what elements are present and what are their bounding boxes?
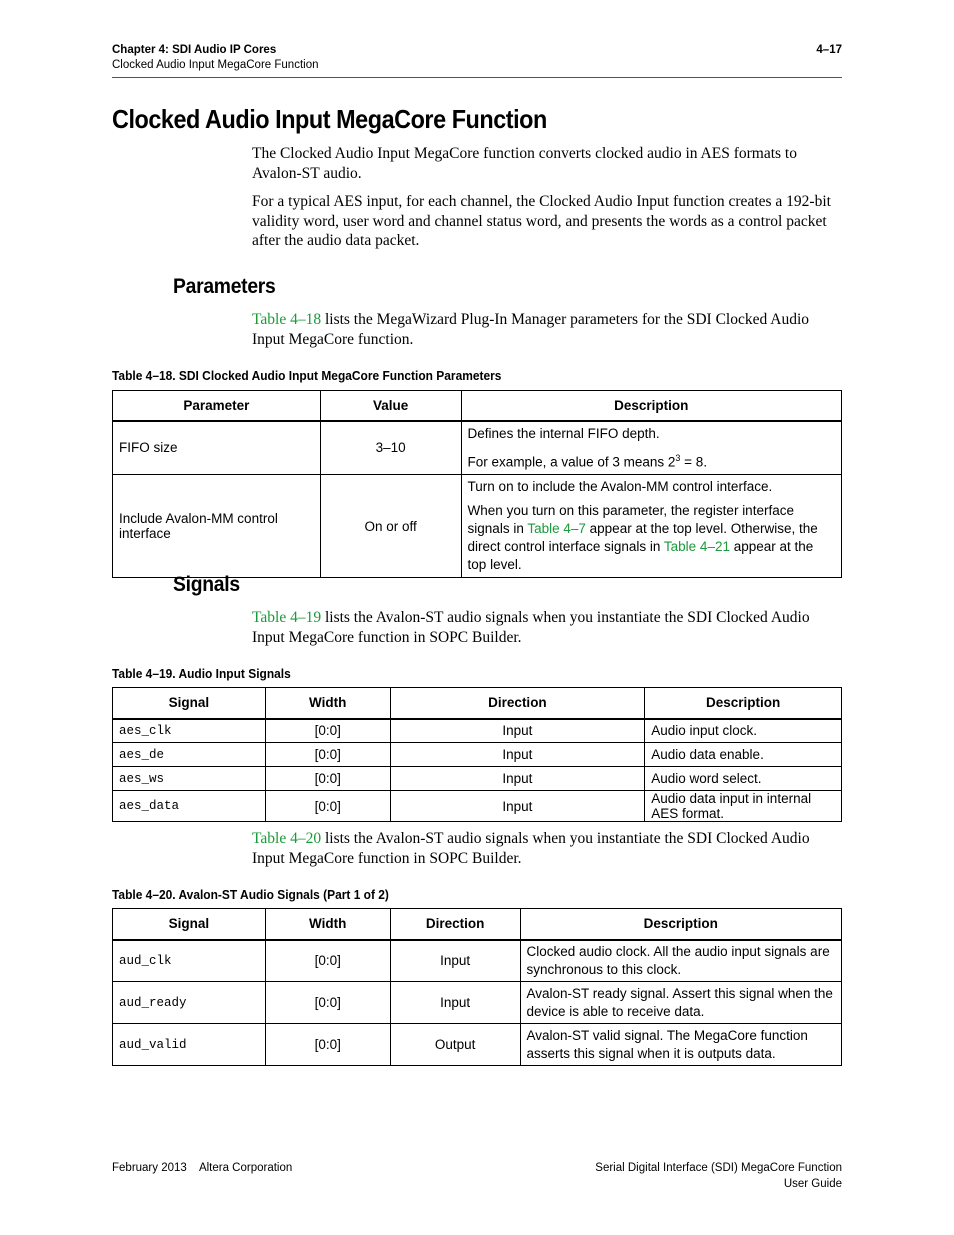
description-text: appear at the top level. Otherwise, the direct control interface signals in	[467, 521, 818, 554]
parameters-intro	[252, 310, 842, 349]
signals-intro-2	[252, 829, 842, 868]
value-cell: On or off	[320, 475, 461, 578]
column-header: Signal	[113, 909, 266, 940]
table-4-18-link[interactable]: Table 4–18	[252, 311, 322, 328]
footer-doc-title: Serial Digital Interface (SDI) MegaCore Function	[595, 1162, 842, 1174]
direction-cell: Input	[390, 719, 645, 743]
direction-cell: Input	[390, 743, 645, 767]
width-cell: [0:0]	[265, 743, 390, 767]
width-cell: [0:0]	[265, 719, 390, 743]
direction-cell: Input	[390, 982, 520, 1024]
table-row	[113, 940, 842, 982]
width-cell: [0:0]	[265, 1024, 390, 1066]
table-4-19-caption: Table 4–19. Audio Input Signals	[112, 666, 291, 681]
direction-cell: Output	[390, 1024, 520, 1066]
column-header: Direction	[390, 688, 645, 719]
header-rule	[112, 77, 842, 78]
signals-intro-2-text: lists the Avalon-ST audio signals when you instantiate the SDI Clocked Audio Input MegaCore function in SOPC Builder.	[252, 830, 810, 867]
page-number: 4–17	[816, 44, 842, 56]
chapter-title: Chapter 4: SDI Audio IP Cores	[112, 44, 277, 56]
footer-left: February 2013 Altera Corporation	[112, 1162, 293, 1174]
table-4-20-caption: Table 4–20. Avalon-ST Audio Signals (Part 1 of 2)	[112, 887, 389, 902]
footer-doc-type: User Guide	[783, 1178, 842, 1190]
section-paragraph-1: The Clocked Audio Input MegaCore function converts clocked audio in AES formats to Avalon-ST audio.	[252, 145, 797, 182]
direction-cell: Input	[390, 940, 520, 982]
description-cell: Avalon-ST ready signal. Assert this signal when the device is able to receive data.	[520, 982, 841, 1024]
description-line	[468, 502, 835, 574]
description-line: Defines the internal FIFO depth.	[467, 425, 660, 441]
table-row	[113, 421, 842, 475]
column-header: Value	[320, 391, 461, 421]
table-row	[113, 1024, 842, 1066]
header-subtitle: Clocked Audio Input MegaCore Function	[112, 59, 319, 71]
table-4-18-caption: Table 4–18. SDI Clocked Audio Input MegaCore Function Parameters	[112, 368, 502, 383]
column-header: Parameter	[113, 391, 321, 421]
table-4-21-link[interactable]: Table 4–21	[663, 539, 730, 554]
table-4-20-link[interactable]: Table 4–20	[252, 830, 322, 847]
description-cell: Audio data input in internal AES format.	[645, 791, 842, 822]
table-4-19-link[interactable]: Table 4–19	[252, 609, 322, 626]
table-row	[113, 791, 842, 822]
signal-cell: aes_data	[113, 791, 266, 822]
direction-cell: Input	[390, 767, 645, 791]
description-text: = 8.	[680, 454, 708, 469]
table-row	[113, 982, 842, 1024]
width-cell: [0:0]	[265, 982, 390, 1024]
footer-right	[595, 1160, 842, 1192]
description-cell: Audio word select.	[645, 767, 842, 791]
width-cell: [0:0]	[265, 791, 390, 822]
parameters-intro-text: lists the MegaWizard Plug-In Manager parameters for the SDI Clocked Audio Input MegaCore function.	[252, 311, 810, 348]
table-row	[113, 475, 842, 578]
description-cell: Clocked audio clock. All the audio input signals are synchronous to this clock.	[520, 940, 841, 982]
description-text: When you turn on this parameter, the register interface signals in	[467, 503, 794, 536]
description-cell	[461, 475, 841, 578]
description-text: appear at the top level.	[467, 539, 814, 572]
direction-cell: Input	[390, 791, 645, 822]
description-cell: Audio input clock.	[645, 719, 842, 743]
description-text: For example, a value of 3 means 2	[467, 454, 676, 469]
parameters-heading: Parameters	[173, 275, 276, 298]
signal-cell: aes_de	[113, 743, 266, 767]
running-header	[112, 43, 318, 73]
signals-intro-1-text: lists the Avalon-ST audio signals when you instantiate the SDI Clocked Audio Input MegaCore function in SOPC Builder.	[252, 609, 810, 646]
value-cell: 3–10	[320, 421, 461, 475]
signal-cell: aes_ws	[113, 767, 266, 791]
description-line: Turn on to include the Avalon-MM control interface.	[467, 479, 773, 494]
column-header: Description	[461, 391, 841, 421]
column-header: Description	[520, 909, 841, 940]
table-row	[113, 767, 842, 791]
parameters-table	[112, 390, 842, 578]
parameter-cell: FIFO size	[113, 421, 321, 475]
column-header: Width	[265, 688, 390, 719]
signal-cell: aes_clk	[113, 719, 266, 743]
signals-intro-1	[252, 608, 842, 647]
description-cell	[461, 421, 841, 475]
table-header-row	[113, 909, 842, 940]
parameter-cell: Include Avalon-MM control interface	[113, 475, 321, 578]
table-row	[113, 719, 842, 743]
audio-input-signals-table	[112, 687, 842, 822]
width-cell: [0:0]	[265, 940, 390, 982]
signal-cell: aud_valid	[113, 1024, 266, 1066]
description-cell: Audio data enable.	[645, 743, 842, 767]
table-row	[113, 743, 842, 767]
width-cell: [0:0]	[265, 767, 390, 791]
signal-cell: aud_clk	[113, 940, 266, 982]
table-header-row	[113, 688, 842, 719]
column-header: Description	[645, 688, 842, 719]
column-header: Direction	[390, 909, 520, 940]
section-paragraph-2: For a typical AES input, for each channel, the Clocked Audio Input function creates a 192-bit validity word, user word and channel status word, and presents the words as a control packet after the audio data packet.	[252, 193, 831, 249]
column-header: Signal	[113, 688, 266, 719]
table-4-7-link[interactable]: Table 4–7	[527, 521, 586, 536]
avalon-st-audio-signals-table	[112, 908, 842, 1066]
signals-heading: Signals	[173, 573, 240, 596]
superscript: 3	[675, 452, 681, 463]
description-line	[468, 449, 835, 472]
description-cell: Avalon-ST valid signal. The MegaCore function asserts this signal when it is outputs data.	[520, 1024, 841, 1066]
column-header: Width	[265, 909, 390, 940]
signal-cell: aud_ready	[113, 982, 266, 1024]
table-header-row	[113, 391, 842, 421]
section-title: Clocked Audio Input MegaCore Function	[112, 104, 547, 134]
